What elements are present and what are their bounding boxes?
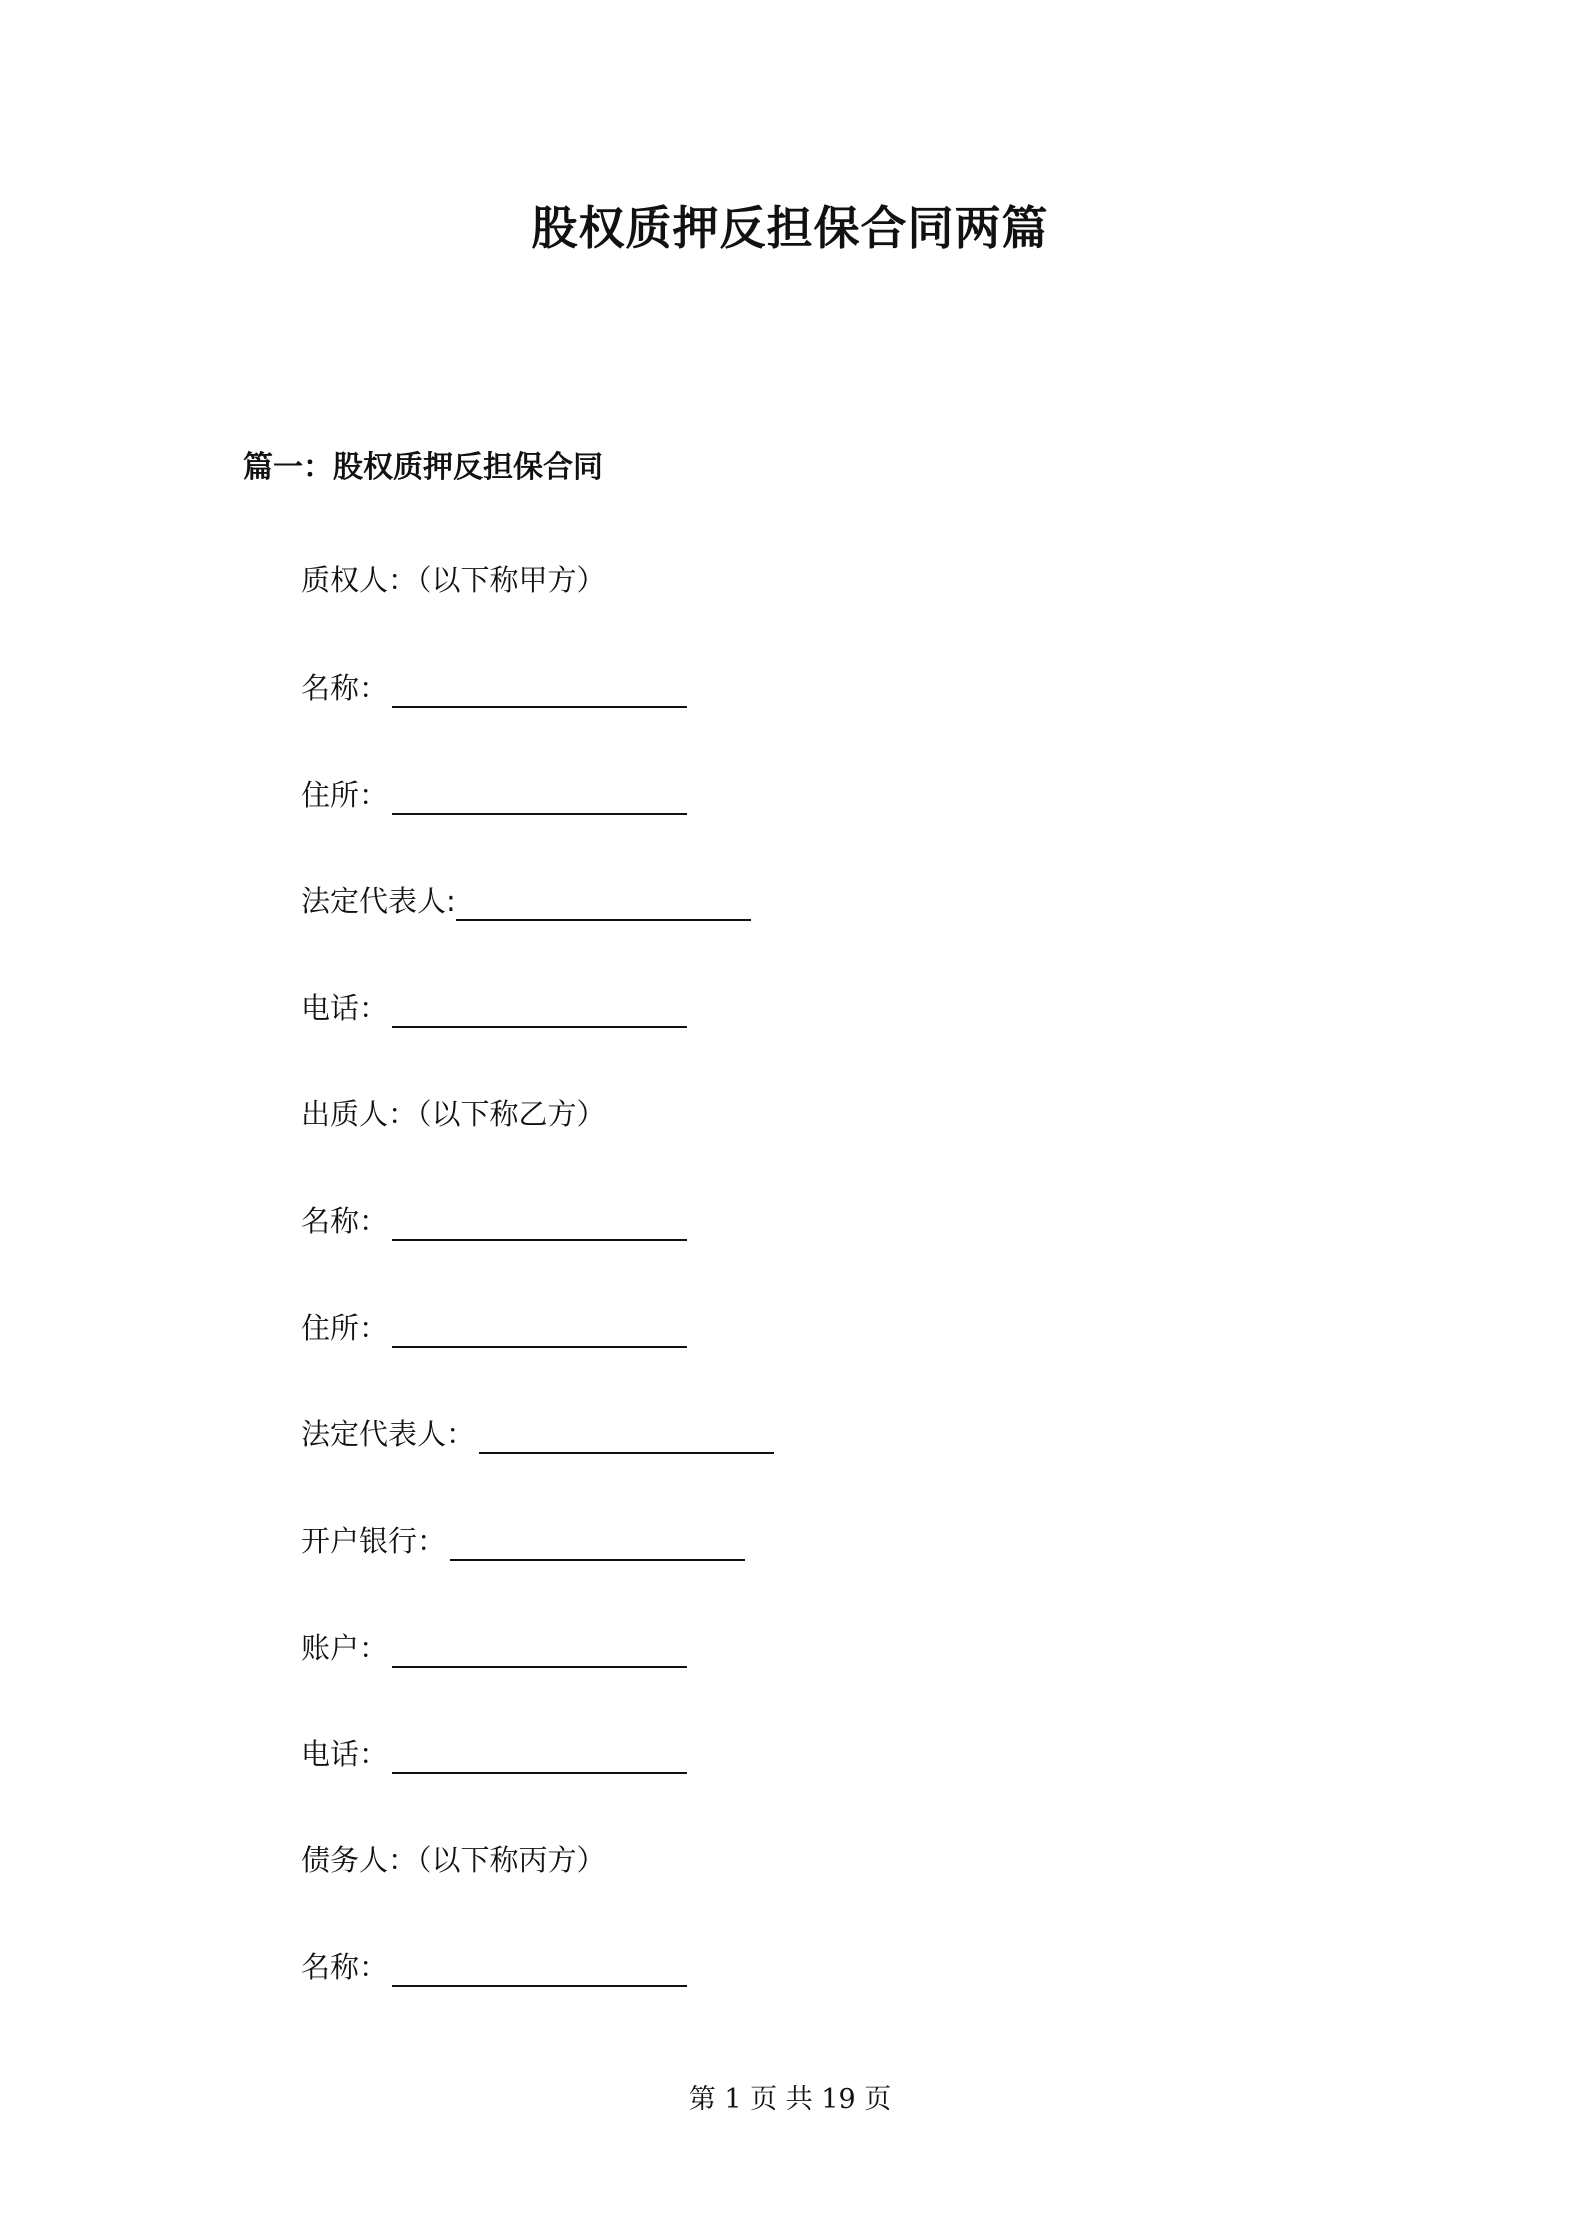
pledgor-bank-blank[interactable] — [450, 1559, 745, 1561]
pledgor-address-label: 住所： — [301, 1311, 389, 1345]
pledgee-header-row — [301, 556, 606, 604]
pledgor-name-label: 名称： — [301, 1204, 389, 1238]
pledgor-name-row — [301, 1197, 687, 1245]
pledgor-name-blank[interactable] — [392, 1239, 687, 1241]
pledgee-legal-rep-label: 法定代表人: — [301, 884, 456, 918]
pledgee-address-blank[interactable] — [392, 813, 687, 815]
pledgee-name-label: 名称： — [301, 671, 389, 705]
pledgor-bank-row — [301, 1517, 745, 1565]
section-heading: 篇一：股权质押反担保合同 — [243, 450, 603, 485]
pledgee-address-row — [301, 771, 687, 819]
pledgee-name-blank[interactable] — [392, 706, 687, 708]
document-title: 股权质押反担保合同两篇 — [531, 201, 1049, 255]
debtor-name-label: 名称： — [301, 1950, 389, 1984]
pledgor-address-row — [301, 1304, 687, 1352]
pledgor-header-row — [301, 1090, 606, 1138]
pledgee-phone-blank[interactable] — [392, 1026, 687, 1028]
debtor-header-row — [301, 1836, 606, 1884]
pledgor-phone-row — [301, 1730, 687, 1778]
pledgor-bank-label: 开户银行： — [301, 1524, 447, 1558]
pledgee-legal-rep-row — [301, 877, 751, 925]
pledgor-account-blank[interactable] — [392, 1666, 687, 1668]
pledgee-legal-rep-blank[interactable] — [456, 919, 751, 921]
pledgor-legal-rep-blank[interactable] — [479, 1452, 774, 1454]
debtor-name-row — [301, 1943, 687, 1991]
page-footer: 第 1 页 共 19 页 — [688, 2084, 892, 2115]
pledgee-phone-label: 电话： — [301, 991, 389, 1025]
debtor-header: 债务人：（以下称丙方） — [301, 1843, 606, 1877]
pledgor-address-blank[interactable] — [392, 1346, 687, 1348]
pledgee-address-label: 住所： — [301, 778, 389, 812]
pledgee-name-row — [301, 664, 687, 712]
debtor-name-blank[interactable] — [392, 1985, 687, 1987]
pledgor-legal-rep-label: 法定代表人： — [301, 1417, 476, 1451]
pledgor-account-label: 账户： — [301, 1631, 389, 1665]
pledgor-legal-rep-row — [301, 1410, 774, 1458]
pledgor-phone-blank[interactable] — [392, 1772, 687, 1774]
pledgee-header: 质权人：（以下称甲方） — [301, 563, 606, 597]
pledgor-account-row — [301, 1624, 687, 1672]
pledgor-phone-label: 电话： — [301, 1737, 389, 1771]
pledgee-phone-row — [301, 984, 687, 1032]
pledgor-header: 出质人：（以下称乙方） — [301, 1097, 606, 1131]
